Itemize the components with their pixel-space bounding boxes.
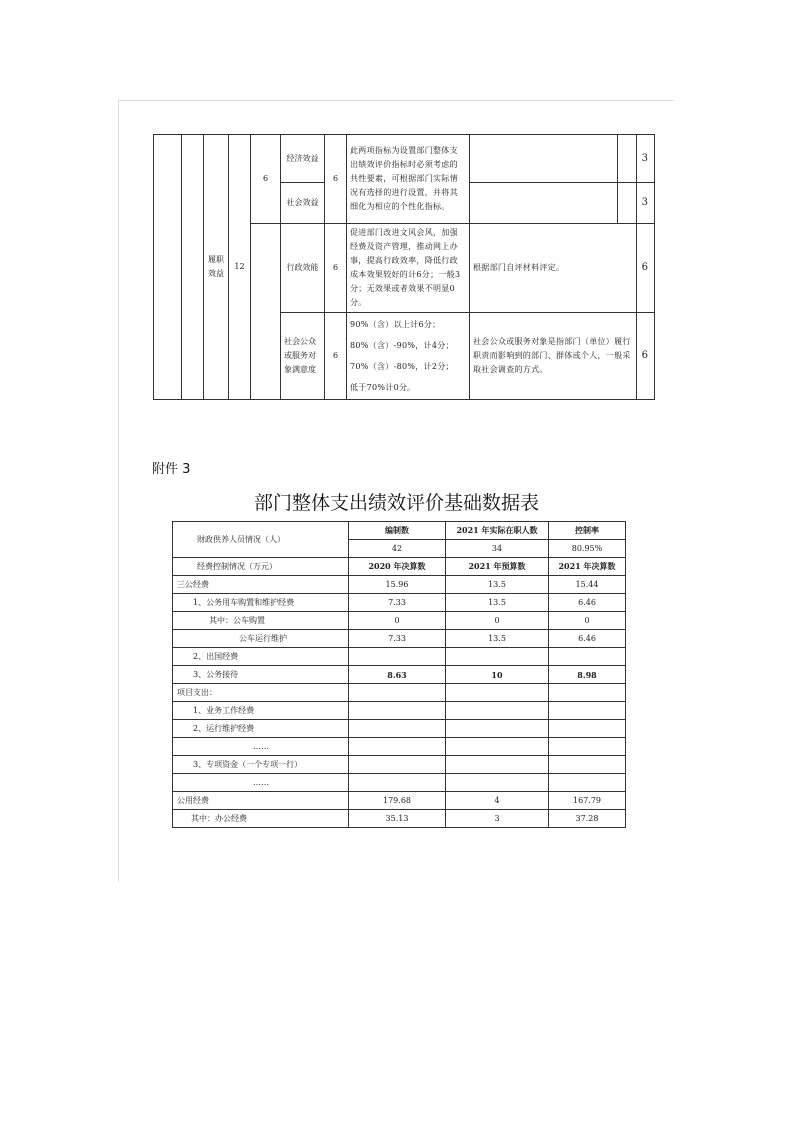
blank-col-2: [182, 135, 204, 400]
expense-header: 2020 年决算数: [349, 558, 446, 576]
row-value: [549, 756, 626, 774]
row-value: [349, 756, 446, 774]
row-value: [549, 648, 626, 666]
expense-header: 2021 年预算数: [446, 558, 549, 576]
table-row: [173, 648, 626, 666]
table-row: [173, 630, 626, 648]
row-value: 10: [446, 666, 549, 684]
expense-label: 经费控制情况（万元）: [173, 558, 349, 576]
economic-spacer: [618, 135, 637, 183]
row-value: [549, 702, 626, 720]
page-title: 部门整体支出绩效评价基础数据表: [253, 492, 539, 514]
economic-label: 经济效益: [281, 135, 325, 183]
row-value: [446, 774, 549, 792]
row-value: 4: [446, 792, 549, 810]
satisfaction-score: 6: [637, 313, 655, 400]
table-row: [173, 702, 626, 720]
row-value: 3: [446, 810, 549, 828]
appendix-label: 附件 3: [152, 462, 191, 477]
satisfaction-weight: 6: [325, 313, 347, 400]
blank-weight-lower: [251, 224, 281, 400]
row-value: [349, 738, 446, 756]
table-row: [173, 756, 626, 774]
row-value: [349, 720, 446, 738]
row-value: 0: [549, 612, 626, 630]
expense-header: 2021 年决算数: [549, 558, 626, 576]
row-value: [549, 684, 626, 702]
economic-score: 3: [637, 135, 655, 183]
row-value: [349, 684, 446, 702]
admin-label: 行政效能: [281, 224, 325, 313]
admin-weight: 6: [325, 224, 347, 313]
row-value: [446, 756, 549, 774]
row-label: ……: [173, 774, 349, 792]
row-label: ……: [173, 738, 349, 756]
economic-weight: 6: [325, 135, 347, 224]
effect-note: 此两项指标为设置部门整体支出绩效评价指标时必须考虑的共性要素，可根据部门实际情况有选择的进行设置，并将其细化为相应的个性化指标。: [347, 135, 470, 224]
table-row: [173, 774, 626, 792]
staff-value: 42: [349, 540, 446, 558]
row-value: [349, 648, 446, 666]
row-value: [446, 648, 549, 666]
staff-value: 80.95%: [549, 540, 626, 558]
basic-data-table: [172, 521, 626, 828]
row-label: 3、公务接待: [173, 666, 349, 684]
row-value: 13.5: [446, 576, 549, 594]
social-method: [470, 183, 618, 224]
table-row: [173, 612, 626, 630]
weight-upper: 6: [251, 135, 281, 224]
basic-data-body: [173, 522, 626, 828]
social-score: 3: [637, 183, 655, 224]
economic-method: [470, 135, 618, 183]
table-row: [173, 738, 626, 756]
row-value: 8.98: [549, 666, 626, 684]
satisfaction-method: 社会公众或服务对象是指部门（单位）履行职责而影响到的部门、群体或个人，一般采取社会调查的方式。: [470, 313, 637, 400]
row-value: 179.68: [349, 792, 446, 810]
row-value: [446, 684, 549, 702]
satisfaction-criterion-3: 70%（含）-80%，计2分；: [350, 362, 454, 371]
blank-col-1: [154, 135, 182, 400]
row-value: 6.46: [549, 630, 626, 648]
row-value: [549, 720, 626, 738]
staff-header: 编制数: [349, 522, 446, 540]
row-value: 7.33: [349, 630, 446, 648]
row-value: 35.13: [349, 810, 446, 828]
row-value: [446, 720, 549, 738]
satisfaction-criterion-1: 90%（含）以上计6分；: [350, 320, 441, 329]
social-label: 社会效益: [281, 183, 325, 224]
row-value: [349, 702, 446, 720]
staff-header: 2021 年实际在职人数: [446, 522, 549, 540]
category-cell: 履职效益: [204, 135, 229, 400]
table-row: [173, 720, 626, 738]
satisfaction-criteria: [347, 313, 470, 400]
row-value: 13.5: [446, 630, 549, 648]
table-row: [173, 810, 626, 828]
row-value: 0: [446, 612, 549, 630]
row-value: [446, 702, 549, 720]
row-value: 15.44: [549, 576, 626, 594]
table-row: [173, 792, 626, 810]
row-value: 167.79: [549, 792, 626, 810]
row-label: 2、出国经费: [173, 648, 349, 666]
table-row: [173, 684, 626, 702]
admin-score: 6: [637, 224, 655, 313]
staff-value: 34: [446, 540, 549, 558]
table-row: [173, 594, 626, 612]
row-value: [349, 774, 446, 792]
row-label: 1、业务工作经费: [173, 702, 349, 720]
row-value: 0: [349, 612, 446, 630]
admin-method: 根据部门自评材料评定。: [470, 224, 637, 313]
row-value: 7.33: [349, 594, 446, 612]
row-value: [446, 738, 549, 756]
row-value: [549, 738, 626, 756]
row-label: 公车运行维护: [173, 630, 349, 648]
row-value: 15.96: [349, 576, 446, 594]
indicator-table: [153, 134, 655, 400]
row-value: 37.28: [549, 810, 626, 828]
table-row: [173, 576, 626, 594]
row-label: 三公经费: [173, 576, 349, 594]
social-spacer: [618, 183, 637, 224]
page-frame-top: [118, 100, 674, 101]
row-label: 项目支出：: [173, 684, 349, 702]
staff-label: 财政供养人员情况（人）: [173, 522, 349, 558]
row-value: 8.63: [349, 666, 446, 684]
row-label: 其中：公车购置: [173, 612, 349, 630]
row-label: 3、专项资金（一个专项一行）: [173, 756, 349, 774]
table-row: [173, 666, 626, 684]
weight-outer: 12: [229, 135, 251, 400]
staff-header: 控制率: [549, 522, 626, 540]
row-value: [549, 774, 626, 792]
row-label: 2、运行维护经费: [173, 720, 349, 738]
row-label: 其中：办公经费: [173, 810, 349, 828]
satisfaction-criterion-2: 80%（含）-90%，计4分；: [350, 341, 454, 350]
satisfaction-label: 社会公众或服务对象满意度: [281, 313, 325, 400]
satisfaction-criterion-4: 低于70%计0分。: [350, 383, 416, 392]
row-value: 13.5: [446, 594, 549, 612]
admin-criteria: 促进部门改进文风会风，加强经费及资产管理，推动网上办事，提高行政效率，降低行政成本效果较好的计6分；一般3分；无效果或者效果不明显0分。: [347, 224, 470, 313]
row-value: 6.46: [549, 594, 626, 612]
row-label: 公用经费: [173, 792, 349, 810]
row-label: 1、公务用车购置和维护经费: [173, 594, 349, 612]
